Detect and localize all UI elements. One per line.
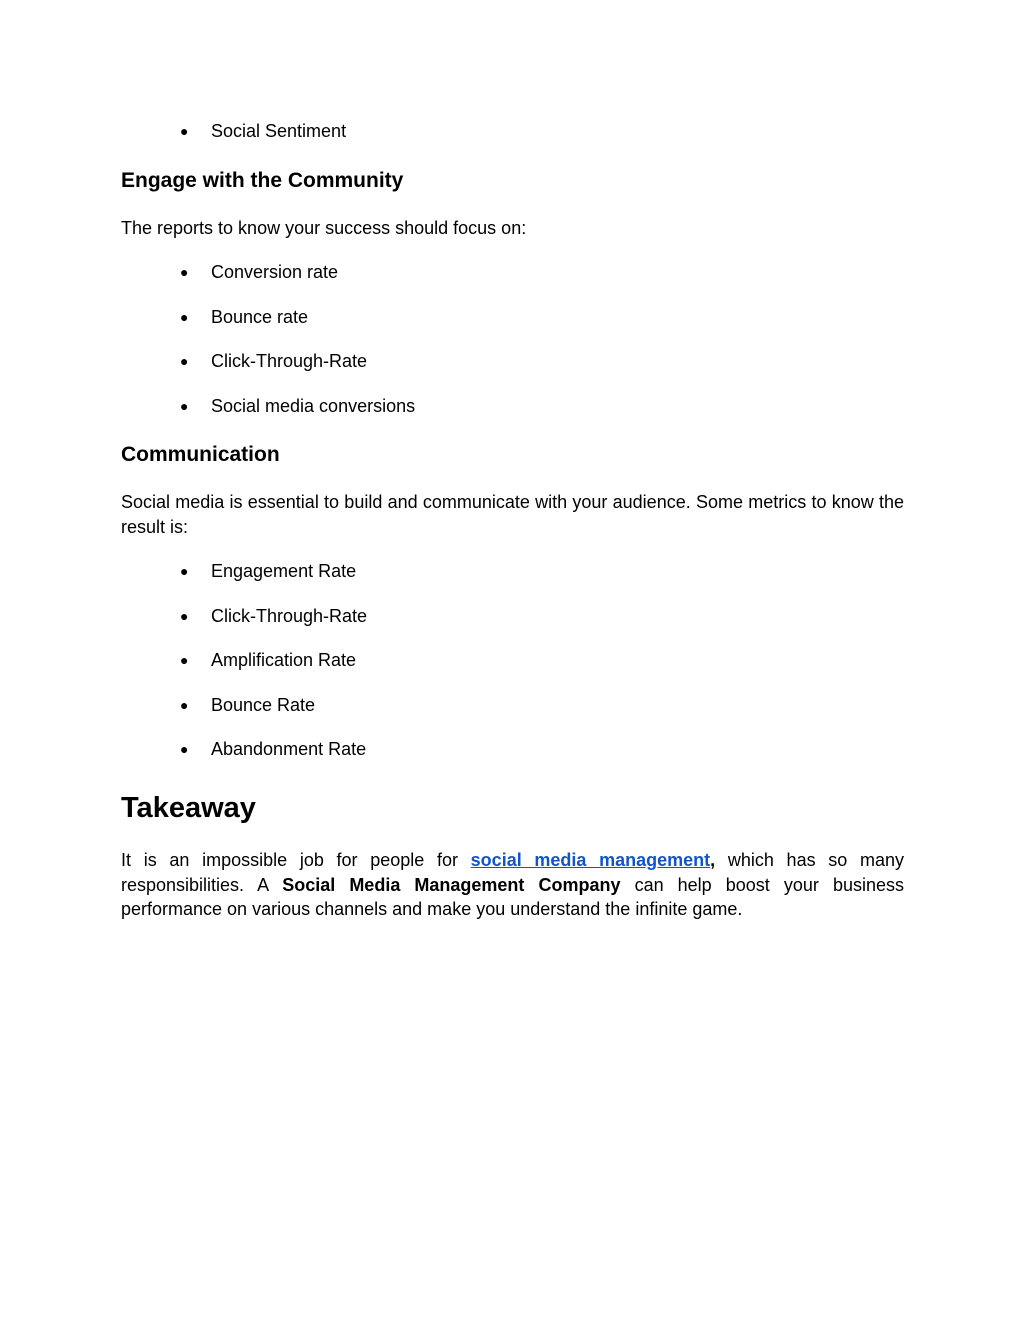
takeaway-text-2: , which has so many responsibilities. A bbox=[121, 850, 904, 895]
bullet-icon: ● bbox=[180, 353, 189, 369]
engage-bullet-list bbox=[121, 261, 904, 439]
section-heading-engage: Engage with the Community bbox=[121, 169, 404, 192]
list-item bbox=[121, 261, 904, 306]
communication-bullet-list bbox=[121, 560, 904, 783]
takeaway-paragraph bbox=[121, 848, 904, 922]
bullet-icon: ● bbox=[180, 563, 189, 579]
bullet-icon: ● bbox=[180, 607, 189, 624]
list-item bbox=[121, 120, 904, 165]
top-bullet-list bbox=[121, 120, 904, 165]
bullet-icon: ● bbox=[180, 264, 189, 280]
bullet-icon: ● bbox=[180, 123, 189, 139]
bullet-icon: ● bbox=[180, 696, 189, 713]
list-item bbox=[121, 605, 904, 650]
section-heading-takeaway: Takeaway bbox=[121, 792, 256, 824]
section-intro-communication: Social media is essential to build and communicate with your audience. Some metrics to know the result is: bbox=[121, 492, 904, 537]
bullet-icon: ● bbox=[180, 308, 189, 325]
list-item bbox=[121, 738, 904, 783]
list-item-text: Amplification Rate bbox=[211, 650, 357, 670]
list-item-text: Social media conversions bbox=[211, 395, 416, 416]
list-item bbox=[121, 395, 904, 440]
bullet-icon: ● bbox=[180, 397, 189, 414]
list-item bbox=[121, 560, 904, 605]
list-item bbox=[121, 694, 904, 739]
section-heading-communication: Communication bbox=[121, 443, 280, 466]
list-item-text: Bounce Rate bbox=[211, 694, 316, 715]
list-item-text: Conversion rate bbox=[211, 262, 339, 282]
section-intro-engage: The reports to know your success should focus on: bbox=[121, 218, 527, 238]
company-name-bold: Social Media Management Company bbox=[282, 874, 621, 895]
list-item bbox=[121, 649, 904, 694]
list-item-text: Click-Through-Rate bbox=[211, 605, 368, 626]
list-item bbox=[121, 306, 904, 351]
list-item-text: Bounce rate bbox=[211, 306, 309, 327]
bullet-icon: ● bbox=[180, 741, 189, 757]
list-item-text: Social Sentiment bbox=[211, 121, 347, 141]
takeaway-text-1: It is an impossible job for people for bbox=[121, 850, 471, 870]
social-media-management-link[interactable]: social media management bbox=[470, 850, 711, 870]
bullet-icon: ● bbox=[180, 652, 189, 668]
takeaway-text-3: can help boost your business performance on various channels and make you understand the infinite game. bbox=[121, 874, 904, 919]
list-item-text: Abandonment Rate bbox=[211, 739, 367, 759]
list-item-text: Engagement Rate bbox=[211, 561, 357, 581]
list-item bbox=[121, 350, 904, 395]
list-item-text: Click-Through-Rate bbox=[211, 351, 368, 371]
